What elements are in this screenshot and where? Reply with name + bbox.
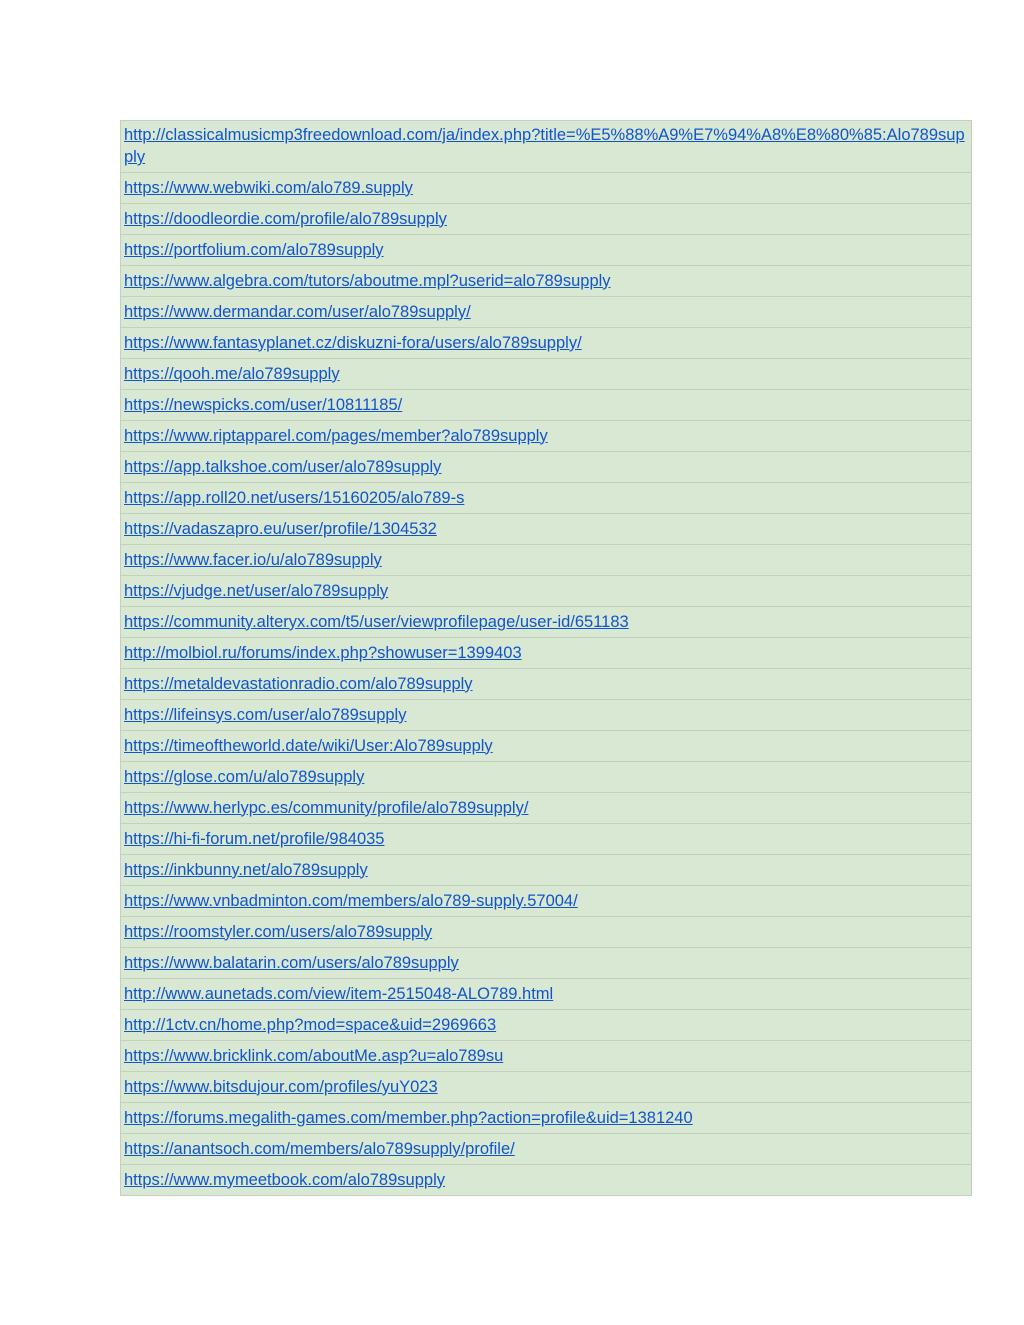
table-cell	[121, 979, 972, 1010]
link[interactable]: https://hi-fi-forum.net/profile/984035	[124, 829, 385, 848]
link[interactable]: https://inkbunny.net/alo789supply	[124, 860, 368, 879]
table-cell	[121, 421, 972, 452]
table-cell	[121, 266, 972, 297]
links-table	[120, 120, 972, 1196]
link[interactable]: https://www.riptapparel.com/pages/member?alo789supply	[124, 426, 548, 445]
table-row	[121, 328, 972, 359]
table-row	[121, 1103, 972, 1134]
table-row	[121, 576, 972, 607]
table-row	[121, 1165, 972, 1196]
link[interactable]: https://doodleordie.com/profile/alo789supply	[124, 209, 447, 228]
table-row	[121, 452, 972, 483]
link[interactable]: https://anantsoch.com/members/alo789supply/profile/	[124, 1139, 515, 1158]
link[interactable]: https://www.fantasyplanet.cz/diskuzni-fora/users/alo789supply/	[124, 333, 582, 352]
table-cell	[121, 793, 972, 824]
link[interactable]: https://www.facer.io/u/alo789supply	[124, 550, 382, 569]
link[interactable]: https://timeoftheworld.date/wiki/User:Alo789supply	[124, 736, 493, 755]
link[interactable]: https://www.webwiki.com/alo789.supply	[124, 178, 413, 197]
table-cell	[121, 452, 972, 483]
table-cell	[121, 824, 972, 855]
link[interactable]: https://community.alteryx.com/t5/user/viewprofilepage/user-id/651183	[124, 612, 629, 631]
link[interactable]: http://classicalmusicmp3freedownload.com/ja/index.php?title=%E5%88%A9%E7%94%A8%E8%80%85:Alo789supply	[124, 126, 965, 166]
link[interactable]: https://vjudge.net/user/alo789supply	[124, 581, 389, 600]
link[interactable]: https://forums.megalith-games.com/member.php?action=profile&uid=1381240	[124, 1108, 693, 1127]
table-row	[121, 855, 972, 886]
table-row	[121, 235, 972, 266]
link[interactable]: http://molbiol.ru/forums/index.php?showuser=1399403	[124, 643, 522, 662]
table-row	[121, 359, 972, 390]
table-row	[121, 1010, 972, 1041]
link[interactable]: https://www.bitsdujour.com/profiles/yuY023	[124, 1077, 438, 1096]
table-cell	[121, 1010, 972, 1041]
table-cell	[121, 576, 972, 607]
table-row	[121, 793, 972, 824]
table-row	[121, 731, 972, 762]
table-row	[121, 1134, 972, 1165]
table-cell	[121, 1103, 972, 1134]
table-row	[121, 173, 972, 204]
link[interactable]: https://app.talkshoe.com/user/alo789supply	[124, 457, 442, 476]
table-row	[121, 669, 972, 700]
table-cell	[121, 731, 972, 762]
table-cell	[121, 121, 972, 173]
table-cell	[121, 1072, 972, 1103]
table-row	[121, 266, 972, 297]
link[interactable]: https://roomstyler.com/users/alo789supply	[124, 922, 433, 941]
link[interactable]: https://www.balatarin.com/users/alo789supply	[124, 953, 459, 972]
table-cell	[121, 483, 972, 514]
table-cell	[121, 1165, 972, 1196]
table-cell	[121, 855, 972, 886]
table-cell	[121, 359, 972, 390]
table-row	[121, 1041, 972, 1072]
table-cell	[121, 235, 972, 266]
table-row	[121, 421, 972, 452]
links-table-body	[121, 121, 972, 1196]
link[interactable]: https://www.bricklink.com/aboutMe.asp?u=alo789su	[124, 1046, 504, 1065]
table-cell	[121, 204, 972, 235]
link[interactable]: http://www.aunetads.com/view/item-2515048-ALO789.html	[124, 984, 554, 1003]
link[interactable]: https://www.algebra.com/tutors/aboutme.mpl?userid=alo789supply	[124, 271, 611, 290]
link[interactable]: http://1ctv.cn/home.php?mod=space&uid=2969663	[124, 1015, 497, 1034]
table-cell	[121, 328, 972, 359]
table-cell	[121, 297, 972, 328]
table-row	[121, 297, 972, 328]
table-row	[121, 390, 972, 421]
link[interactable]: https://www.mymeetbook.com/alo789supply	[124, 1170, 445, 1189]
link[interactable]: https://www.dermandar.com/user/alo789supply/	[124, 302, 471, 321]
table-row	[121, 638, 972, 669]
table-cell	[121, 173, 972, 204]
table-cell	[121, 669, 972, 700]
link[interactable]: https://glose.com/u/alo789supply	[124, 767, 365, 786]
table-cell	[121, 700, 972, 731]
table-row	[121, 917, 972, 948]
table-cell	[121, 886, 972, 917]
table-cell	[121, 948, 972, 979]
table-row	[121, 121, 972, 173]
table-row	[121, 607, 972, 638]
table-cell	[121, 545, 972, 576]
table-row	[121, 979, 972, 1010]
table-cell	[121, 1134, 972, 1165]
table-row	[121, 1072, 972, 1103]
link[interactable]: https://metaldevastationradio.com/alo789supply	[124, 674, 473, 693]
table-row	[121, 204, 972, 235]
link[interactable]: https://www.herlypc.es/community/profile/alo789supply/	[124, 798, 529, 817]
table-row	[121, 886, 972, 917]
link[interactable]: https://www.vnbadminton.com/members/alo789-supply.57004/	[124, 891, 578, 910]
table-cell	[121, 514, 972, 545]
table-row	[121, 700, 972, 731]
table-row	[121, 824, 972, 855]
link[interactable]: https://vadaszapro.eu/user/profile/1304532	[124, 519, 437, 538]
table-row	[121, 545, 972, 576]
link[interactable]: https://portfolium.com/alo789supply	[124, 240, 384, 259]
table-row	[121, 762, 972, 793]
table-cell	[121, 1041, 972, 1072]
table-cell	[121, 762, 972, 793]
table-row	[121, 514, 972, 545]
table-cell	[121, 607, 972, 638]
table-cell	[121, 917, 972, 948]
link[interactable]: https://app.roll20.net/users/15160205/alo789-s	[124, 488, 465, 507]
table-cell	[121, 390, 972, 421]
table-row	[121, 948, 972, 979]
link[interactable]: https://qooh.me/alo789supply	[124, 364, 340, 383]
table-cell	[121, 638, 972, 669]
link[interactable]: https://lifeinsys.com/user/alo789supply	[124, 705, 407, 724]
table-row	[121, 483, 972, 514]
link[interactable]: https://newspicks.com/user/10811185/	[124, 395, 403, 414]
